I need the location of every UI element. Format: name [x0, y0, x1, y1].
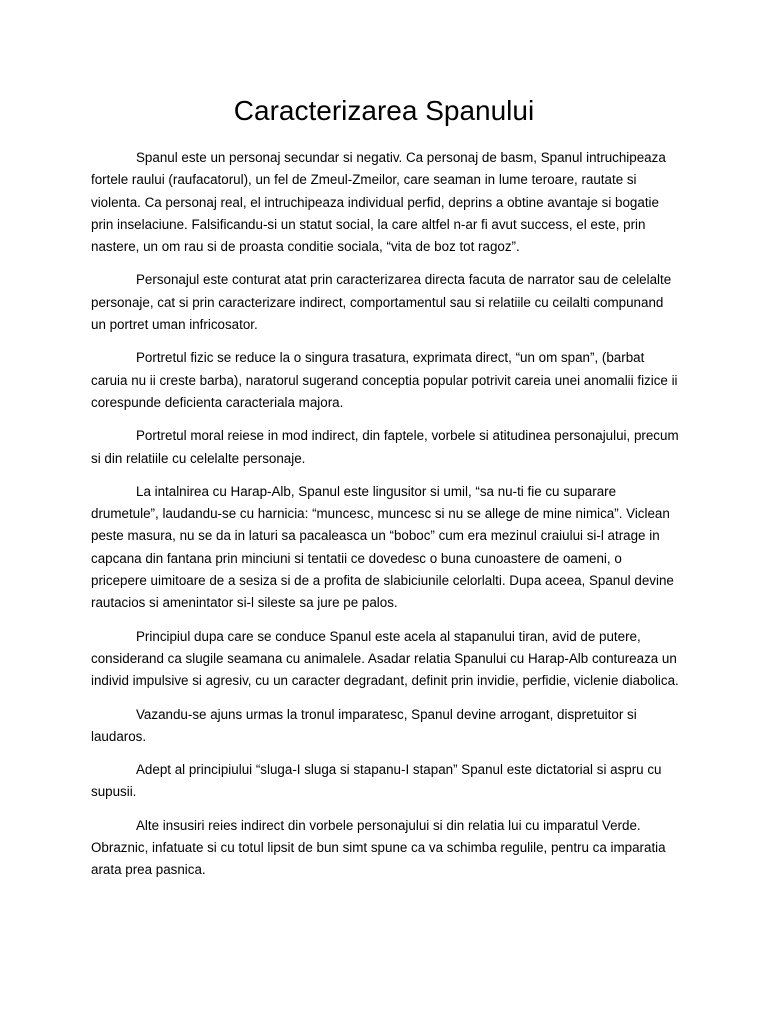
paragraph-8: Adept al principiului “sluga-I sluga si stapanu-I stapan” Spanul este dictatorial si aspru cu supusii.: [91, 762, 662, 800]
paragraph-5: La intalnirea cu Harap-Alb, Spanul este lingusitor si umil, “sa nu-ti fie cu suparare drumetule”, laudandu-se cu harnicia: “muncesc, muncesc si nu se allege de mine nimica”. Viclean peste masura, nu se da in laturi sa pacaleasca un “boboc” cum era mezinul craiului si-l atrage in capcana din fantana prin minciuni si tentatii ce dovedesc o buna cunoastere de oameni, o pricepere uimitoare de a sesiza si de a profita de slabiciunile celorlalti. Dupa aceea, Spanul devine rautacios si amenintator si-l sileste sa jure pe palos.: [91, 483, 674, 611]
paragraph-6: Principiul dupa care se conduce Spanul este acela al stapanului tiran, avid de putere, considerand ca slugile seamana cu animalele. Asadar relatia Spanului cu Harap-Alb contureaza un individ impulsive si agresiv, cu un caracter degradant, definit prin invidie, perfidie, viclenie diabolica.: [91, 628, 679, 689]
paragraph-9: Alte insusiri reies indirect din vorbele personajului si din relatia lui cu imparatul Verde. Obraznic, infatuate si cu totul lipsit de bun simt spune ca va schimba regulile, pentru ca imparatia arata prea pasnica.: [91, 817, 666, 878]
document-body: [91, 147, 681, 893]
document-title: Caracterizarea Spanului: [233, 95, 535, 126]
paragraph-1: Spanul este un personaj secundar si negativ. Ca personaj de basm, Spanul intruchipeaza fortele raului (raufacatorul), un fel de Zmeul-Zmeilor, care seaman in lume teroare, rautate si violenta. Ca personaj real, el intruchipeaza individual perfid, deprins a obtine avantaje si bogatie prin inselaciune. Falsificandu-si un statut social, la care altfel n-ar fi avut success, el este, prin nastere, un om rau si de proasta conditie sociala, “vita de boz tot ragoz”.: [91, 150, 666, 255]
paragraph-4: Portretul moral reiese in mod indirect, din faptele, vorbele si atitudinea personajului, precum si din relatiile cu celelalte personaje.: [91, 428, 679, 466]
paragraph-3: Portretul fizic se reduce la o singura trasatura, exprimata direct, “un om span”, (barbat caruia nu ii creste barba), naratorul sugerand conceptia popular potrivit careia unei anomalii fizice ii corespunde deficienta caracteriala majora.: [91, 350, 678, 410]
paragraph-7: Vazandu-se ajuns urmas la tronul imparatesc, Spanul devine arrogant, dispretuitor si laudaros.: [91, 706, 637, 744]
paragraph-2: Personajul este conturat atat prin caracterizarea directa facuta de narrator sau de celelalte personaje, cat si prin caracterizare indirect, comportamentul sau si relatiile cu ceilalti compunand un portret uman infricosator.: [91, 272, 672, 333]
